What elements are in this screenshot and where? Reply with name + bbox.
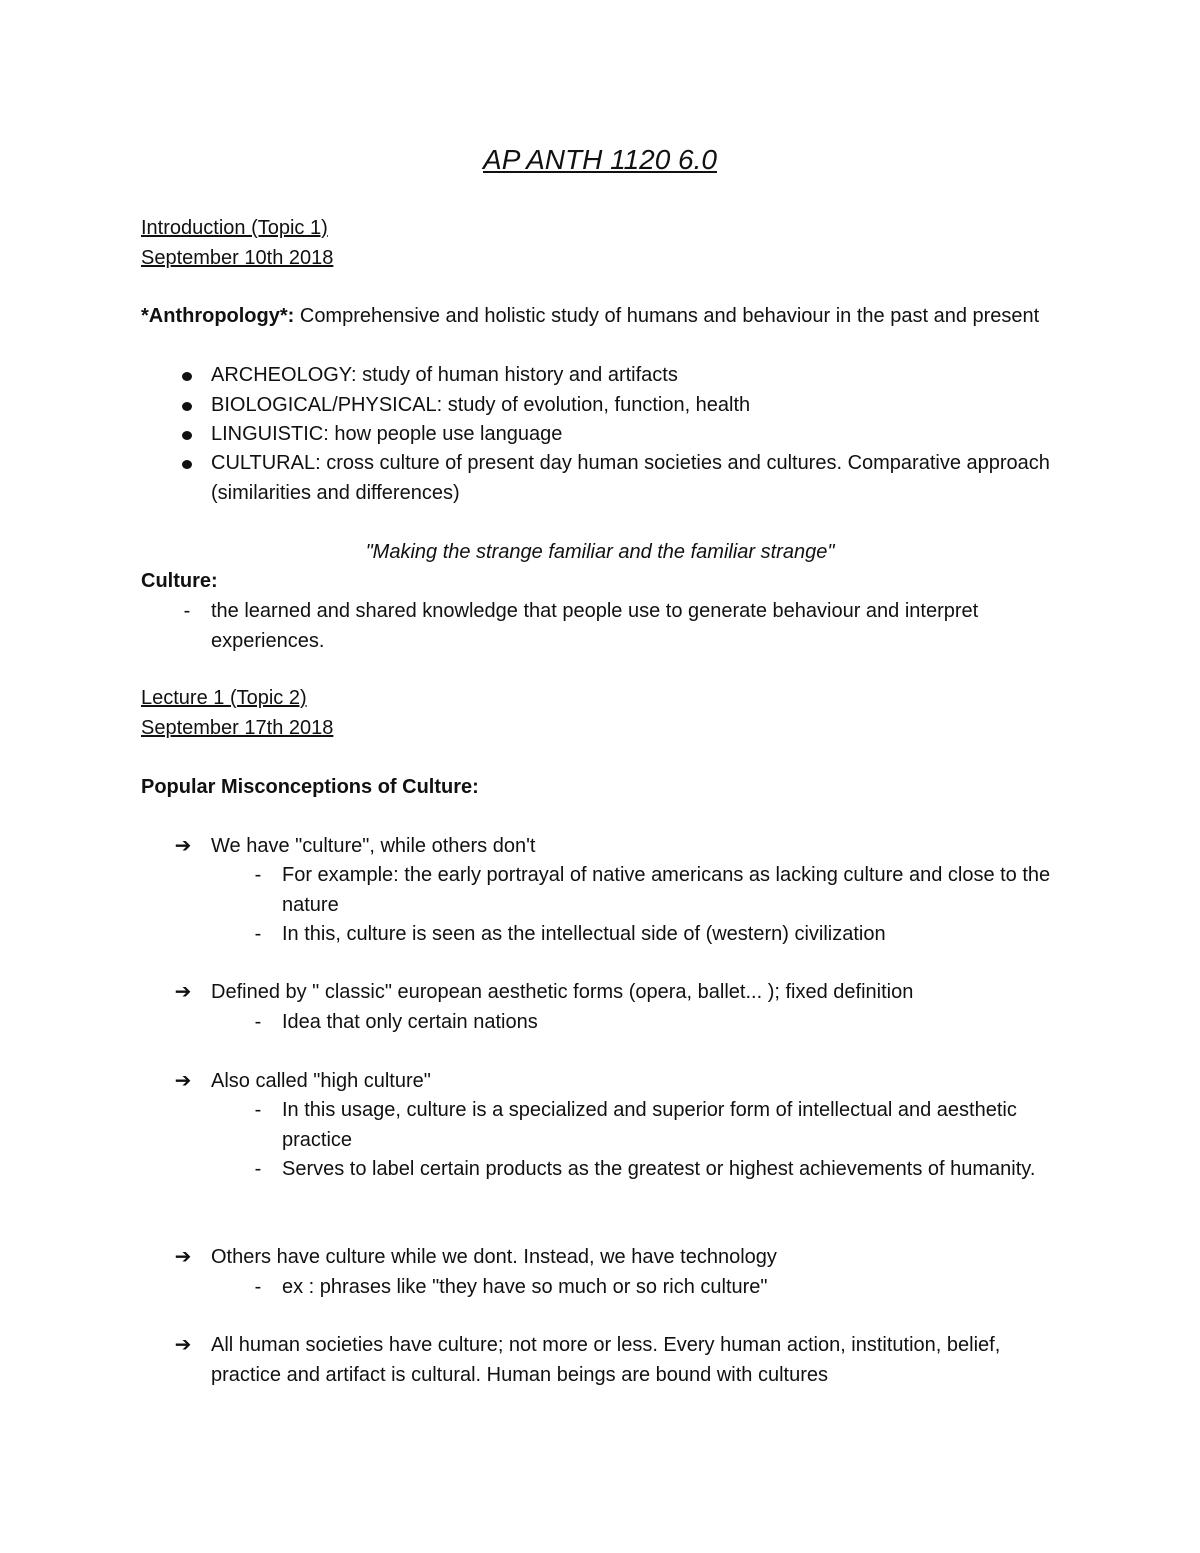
branch-item: ARCHEOLOGY: study of human history and artifacts	[211, 361, 1071, 391]
culture-term: Culture:	[141, 570, 218, 592]
misconception-subitem: - In this, culture is seen as the intellectual side of (western) civilization	[282, 920, 1062, 950]
dash-icon: -	[254, 864, 262, 886]
right-arrow-icon: ➔	[174, 1246, 192, 1268]
misconception-subitem: - Serves to label certain products as the greatest or highest achievements of humanity.	[282, 1155, 1062, 1185]
misconception-item: ➔ All human societies have culture; not more or less. Every human action, institution, belief, practice and artifact is cultural. Human beings are bound with cultures	[211, 1331, 1071, 1390]
culture-definition-item: - the learned and shared knowledge that people use to generate behaviour and interpret experiences.	[211, 597, 1071, 656]
right-arrow-icon: ➔	[174, 1070, 192, 1092]
section-heading-lecture: Lecture 1 (Topic 2)	[141, 687, 307, 709]
right-arrow-icon: ➔	[174, 835, 192, 857]
section-date-introduction: September 10th 2018	[141, 247, 334, 269]
misconceptions-heading: Popular Misconceptions of Culture:	[141, 776, 479, 798]
misconception-item: ➔ Also called "high culture"	[211, 1067, 1071, 1097]
misconception-subitem: - ex : phrases like "they have so much or so rich culture"	[282, 1273, 1062, 1303]
anthropology-term: *Anthropology*:	[141, 305, 295, 327]
branch-item: LINGUISTIC: how people use language	[211, 420, 1071, 450]
right-arrow-icon: ➔	[174, 981, 192, 1003]
right-arrow-icon: ➔	[174, 1334, 192, 1356]
section-date-lecture: September 17th 2018	[141, 717, 334, 739]
misconception-item: ➔ Others have culture while we dont. Instead, we have technology	[211, 1243, 1071, 1273]
bullet-icon	[177, 361, 197, 391]
dash-icon: -	[254, 1099, 262, 1121]
bullet-icon	[177, 391, 197, 421]
section-heading-introduction: Introduction (Topic 1)	[141, 217, 328, 239]
dash-icon: -	[183, 600, 191, 622]
branch-item: CULTURAL: cross culture of present day human societies and cultures. Comparative approach (similarities and differences)	[211, 449, 1071, 508]
document-title: AP ANTH 1120 6.0	[483, 144, 717, 175]
branch-item: BIOLOGICAL/PHYSICAL: study of evolution, function, health	[211, 391, 1071, 421]
dash-icon: -	[254, 923, 262, 945]
anthropology-text: Comprehensive and holistic study of humans and behaviour in the past and present	[294, 305, 1040, 327]
misconception-item: ➔ Defined by " classic" european aesthetic forms (opera, ballet... ); fixed definition	[211, 978, 1071, 1008]
misconception-subitem: - In this usage, culture is a specialized and superior form of intellectual and aesthetic practice	[282, 1096, 1062, 1155]
misconception-item: ➔ We have "culture", while others don't	[211, 832, 1071, 862]
dash-icon: -	[254, 1011, 262, 1033]
anthropology-definition	[141, 302, 1061, 332]
misconception-subitem: - Idea that only certain nations	[282, 1008, 1062, 1038]
dash-icon: -	[254, 1276, 262, 1298]
quote: "Making the strange familiar and the familiar strange"	[365, 541, 835, 563]
bullet-icon	[177, 449, 197, 479]
dash-icon: -	[254, 1158, 262, 1180]
misconception-subitem: - For example: the early portrayal of native americans as lacking culture and close to the nature	[282, 861, 1062, 920]
bullet-icon	[177, 420, 197, 450]
